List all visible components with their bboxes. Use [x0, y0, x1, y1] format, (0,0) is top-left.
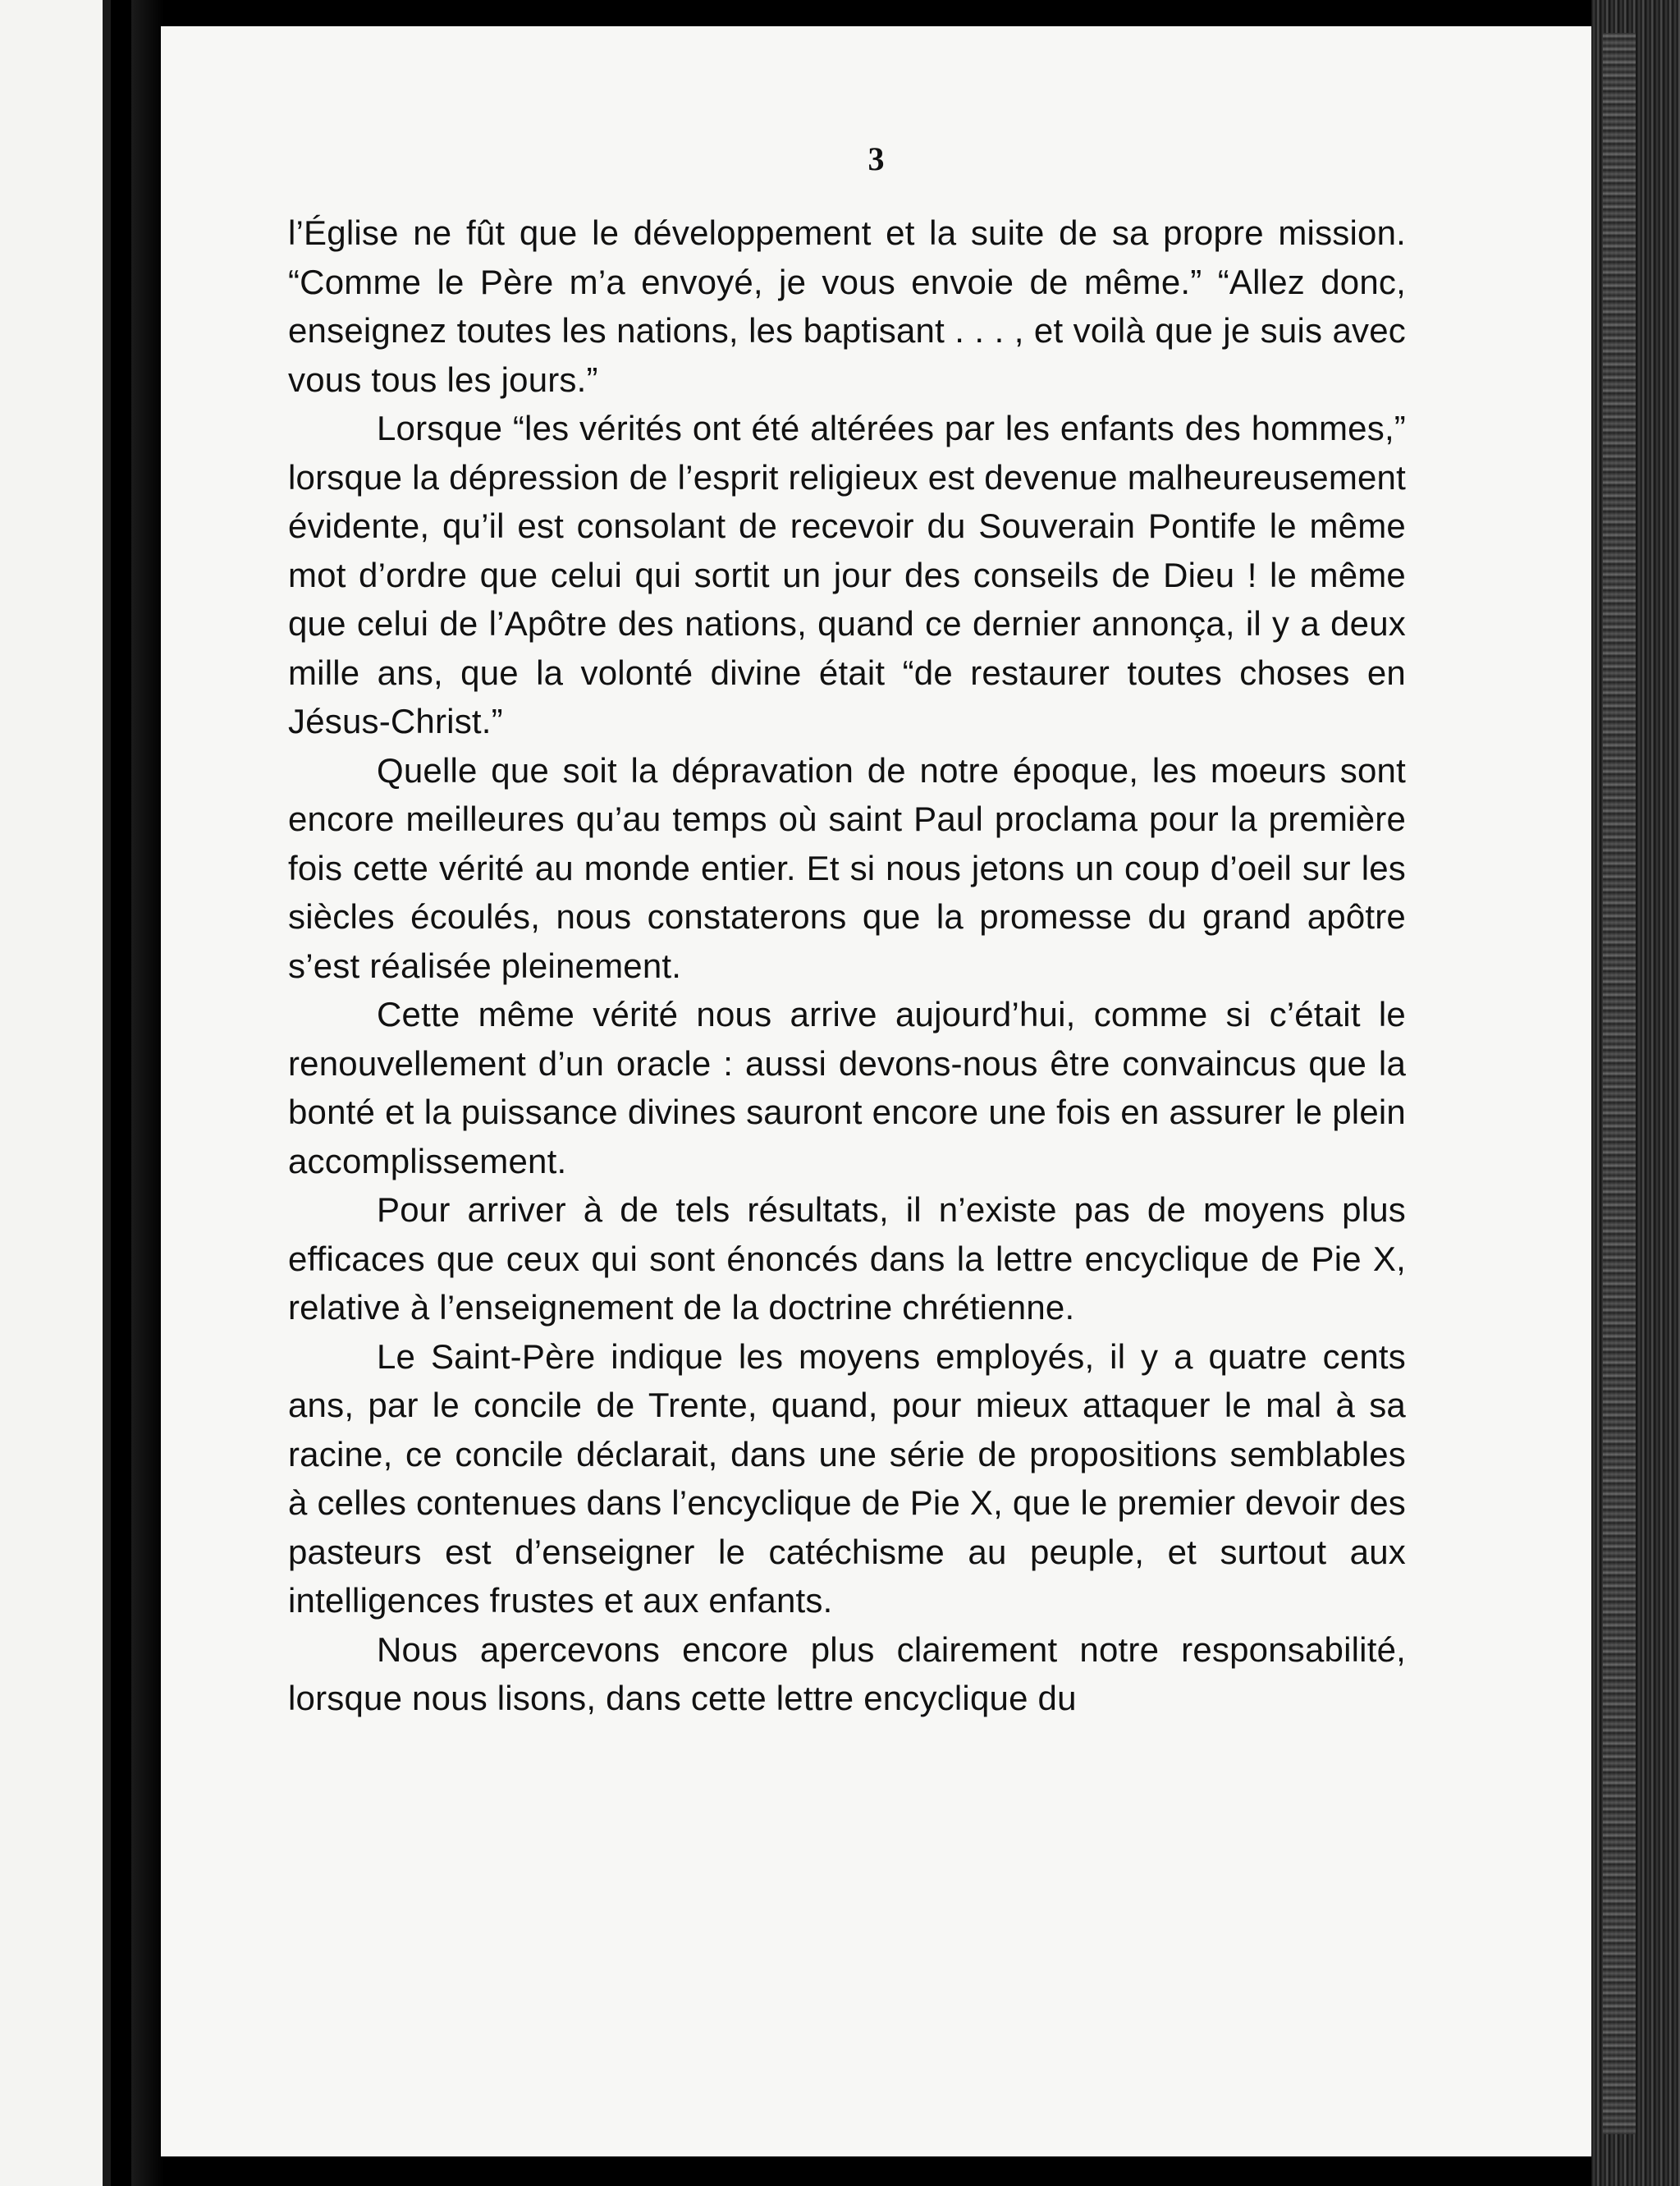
paragraph: Nous apercevons encore plus clairement notre responsabilité, lorsque nous lisons, dans cette lettre encyclique du [288, 1629, 1406, 1717]
book-page-edges-texture [1603, 33, 1636, 2134]
paragraph: Quelle que soit la dépravation de notre époque, les moeurs sont encore meilleures qu’au temps où saint Paul proclama pour la première fois cette vérité au monde entier. Et si nous jetons un coup d’oeil sur les siècles écoulés, nous constaterons que la promesse du grand apôtre s’est réalisée pleinement. [288, 750, 1406, 985]
paragraph: Pour arriver à de tels résultats, il n’existe pas de moyens plus efficaces que ceux qui sont énoncés dans la lettre encyclique de Pie X, relative à l’enseignement de la doctrine chrétienne. [288, 1190, 1406, 1327]
paragraph: l’Église ne fût que le développement et la suite de sa propre mission. “Comme le Père m’a envoyé, je vous envoie de même.” “Allez donc, enseignez toutes les nations, les baptisant . . . , et voilà que je suis avec vous tous les jours.” [288, 213, 1406, 399]
paragraph: Lorsque “les vérités ont été altérées par les enfants des hommes,” lorsque la dépression de l’esprit religieux est devenue malheureusement évidente, qu’il est consolant de recevoir du Souverain Pontife le même mot d’ordre que celui qui sortit un jour des conseils de Dieu ! le même que celui de l’Apôtre des nations, quand ce dernier annonça, il y a deux mille ans, que la volonté divine était “de restaurer toutes choses en Jésus-Christ.” [288, 409, 1406, 740]
paragraph: Le Saint-Père indique les moyens employés, il y a quatre cents ans, par le concile de Trente, quand, pour mieux attaquer le mal à sa racine, ce concile déclarait, dans une série de propositions semblables à celles contenues dans l’encyclique de Pie X, que le premier devoir des pasteurs est d’enseigner le catéchisme au peuple, et surtout aux intelligences frustes et aux enfants. [288, 1336, 1406, 1620]
document-page [161, 26, 1591, 2156]
book-gutter [131, 0, 164, 2186]
paragraph: Cette même vérité nous arrive aujourd’hui, comme si c’était le renouvellement d’un oracle : aussi devons-nous être convaincus que la bonté et la puissance divines sauront encore une fois en assurer le plein accomplissement. [288, 995, 1406, 1180]
adjacent-page-edge [0, 0, 111, 2186]
body-text [288, 209, 1406, 1723]
page-number: 3 [867, 140, 885, 177]
